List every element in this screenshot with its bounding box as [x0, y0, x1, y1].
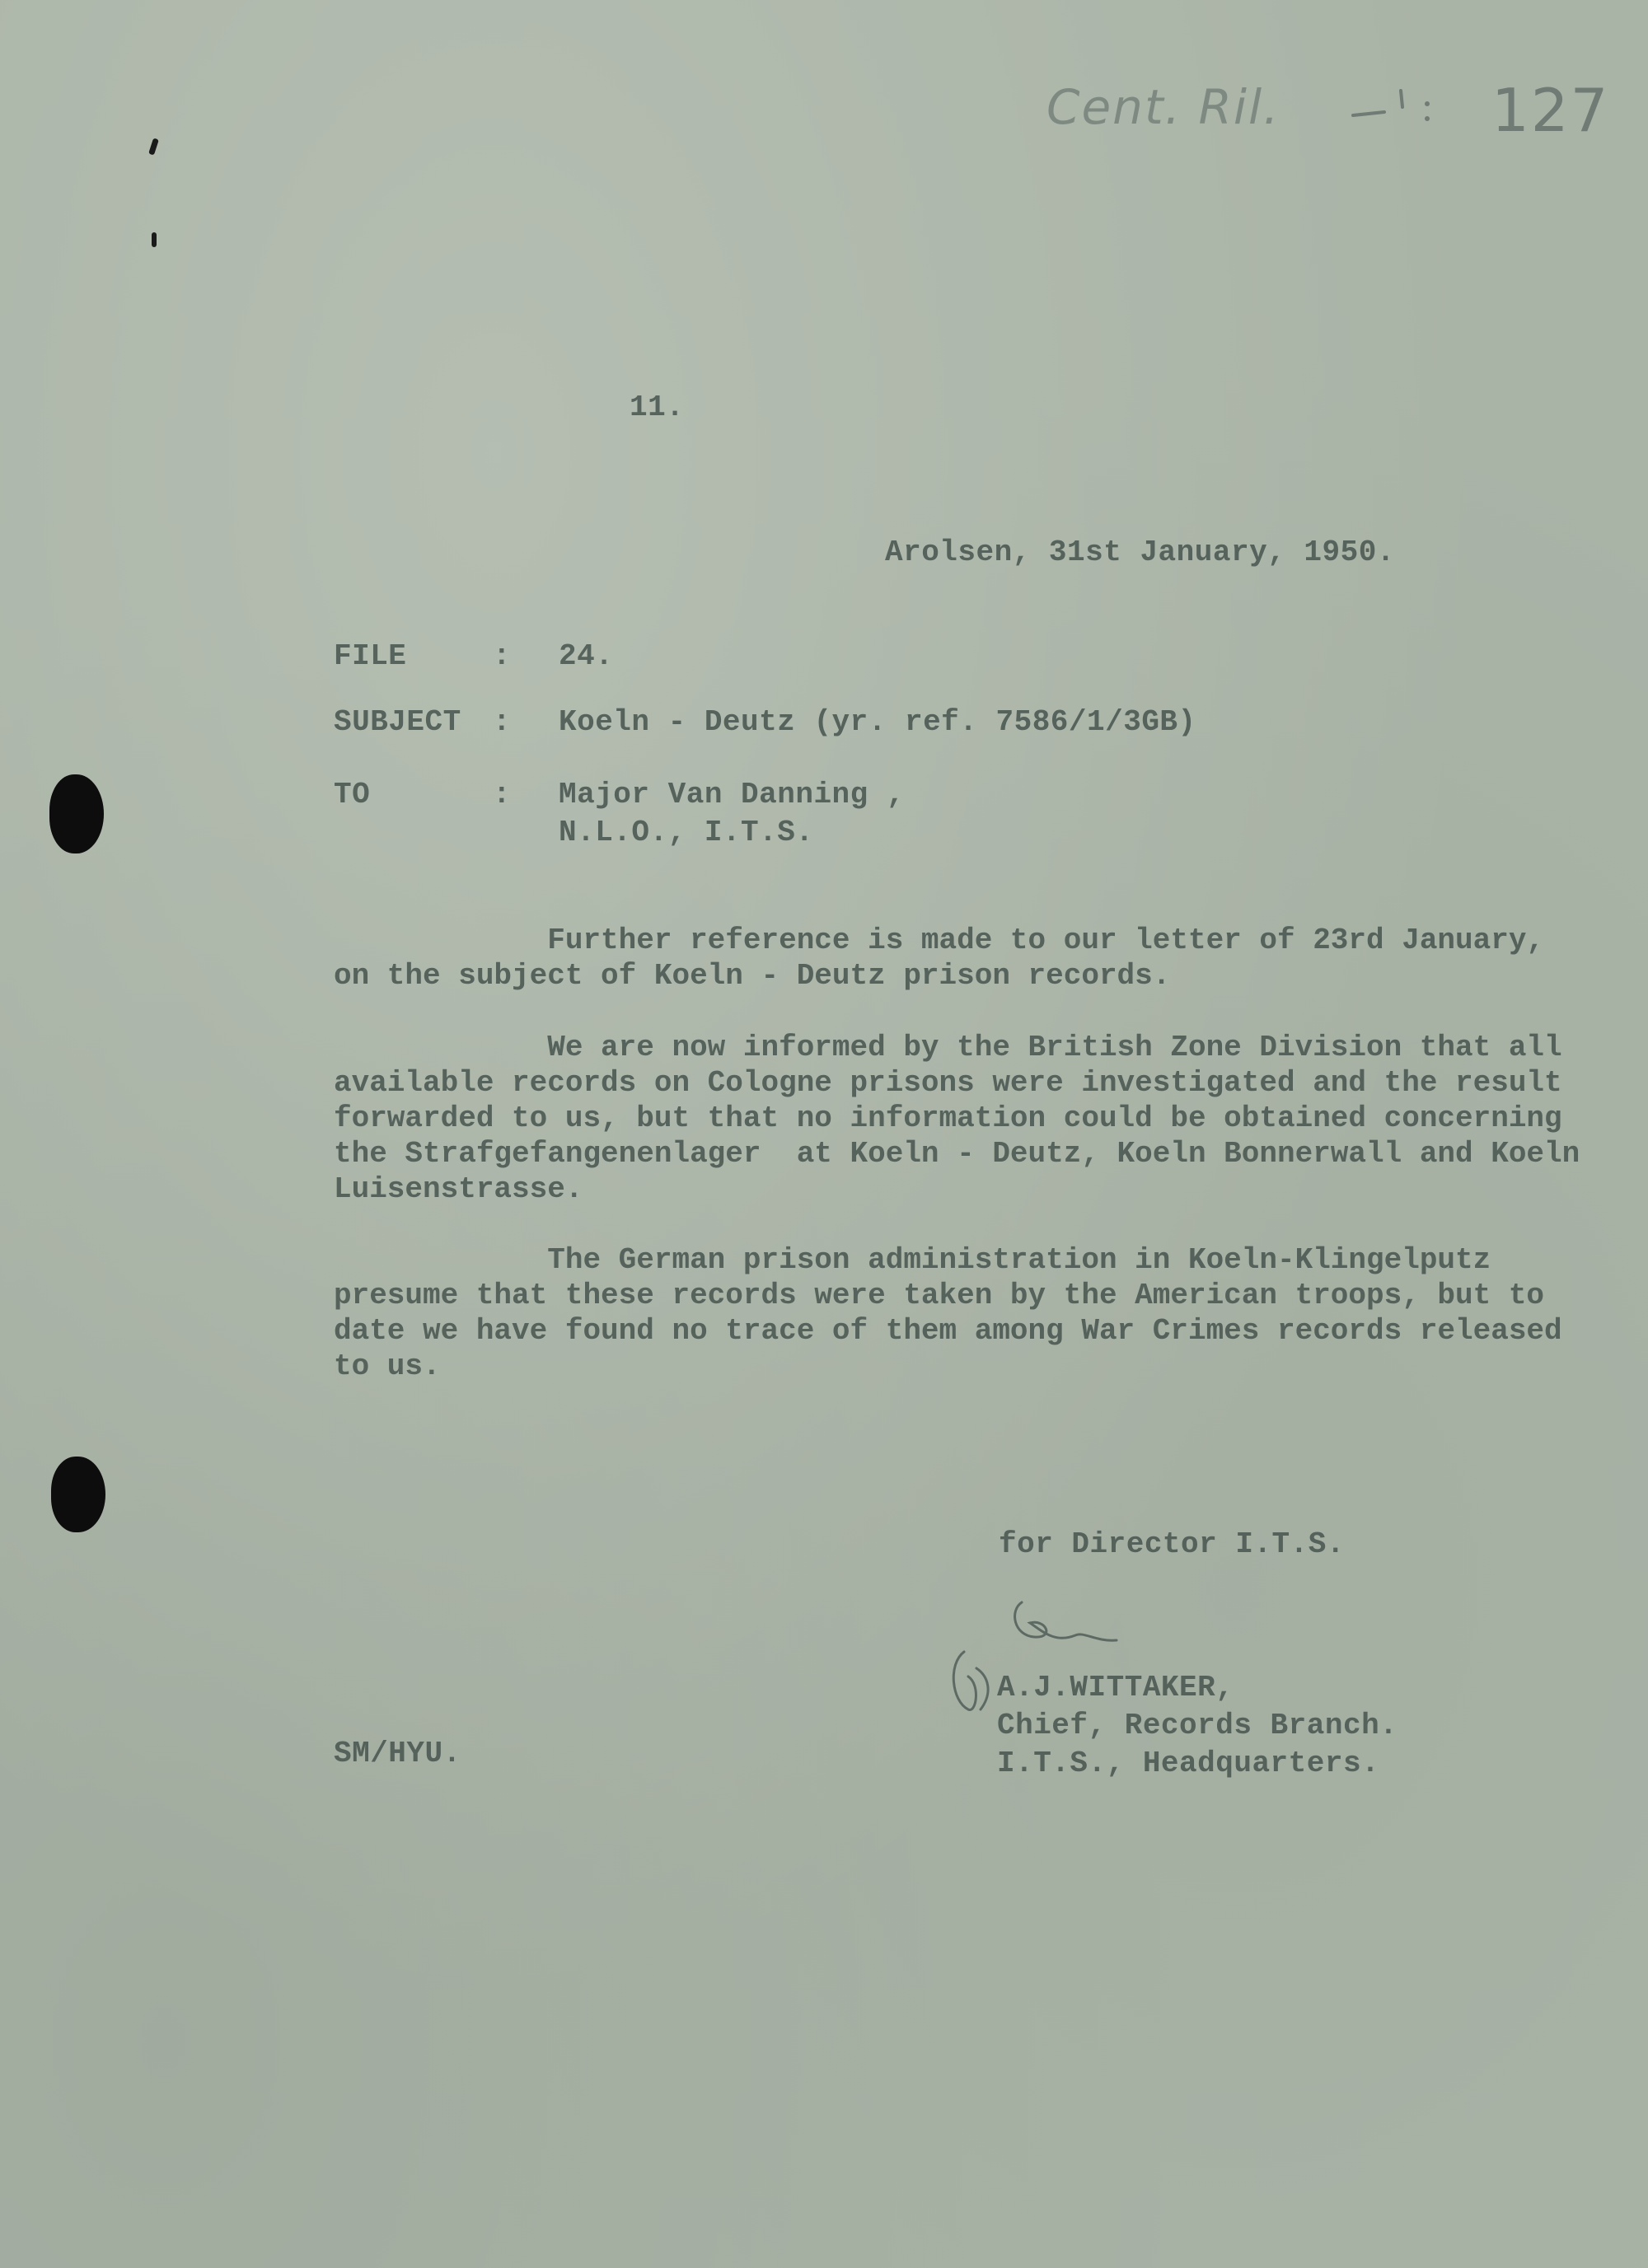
- signatory-title: Chief, Records Branch.: [997, 1709, 1398, 1742]
- paragraph-line: We are now informed by the British Zone Division that all: [334, 1031, 1562, 1064]
- paragraph-line: to us.: [334, 1349, 441, 1383]
- to-recipient-org: N.L.O., I.T.S.: [559, 816, 814, 849]
- reference-initials: SM/HYU.: [334, 1737, 461, 1770]
- handwritten-dash-mark: [1351, 82, 1442, 132]
- paragraph-line: The German prison administration in Koeln-Klingelputz: [334, 1243, 1491, 1277]
- body-paragraph: [334, 1030, 1580, 1207]
- body-paragraph: [334, 1242, 1562, 1384]
- file-separator: :: [493, 639, 512, 673]
- signatory-name: A.J.WITTAKER,: [997, 1671, 1234, 1705]
- file-label: FILE: [334, 639, 407, 673]
- subject-separator: :: [493, 705, 512, 739]
- file-value: 24.: [559, 639, 614, 673]
- to-recipient: Major Van Danning ,: [559, 778, 905, 811]
- subject-label: SUBJECT: [334, 705, 461, 739]
- section-number: 11.: [630, 390, 685, 424]
- to-separator: :: [493, 778, 512, 811]
- paragraph-line: date we have found no trace of them among War Crimes records released: [334, 1314, 1562, 1348]
- paragraph-line: forwarded to us, but that no information could be obtained concerning: [334, 1101, 1562, 1135]
- punch-hole-upper: [49, 774, 104, 853]
- to-label: TO: [334, 778, 371, 811]
- paragraph-line: available records on Cologne prisons were investigated and the result: [334, 1066, 1562, 1100]
- paragraph-line: presume that these records were taken by the American troops, but to: [334, 1279, 1545, 1312]
- handwritten-note: Cent. Ril.: [1046, 79, 1280, 135]
- closing-line: for Director I.T.S.: [999, 1527, 1345, 1561]
- date-line: Arolsen, 31st January, 1950.: [885, 535, 1395, 569]
- subject-value: Koeln - Deutz (yr. ref. 7586/1/3GB): [559, 705, 1196, 739]
- paragraph-line: the Strafgefangenenlager at Koeln - Deutz, Koeln Bonnerwall and Koeln: [334, 1137, 1580, 1171]
- margin-mark-top: [148, 138, 159, 155]
- punch-hole-lower: [51, 1457, 105, 1532]
- page-number: 127: [1491, 76, 1610, 145]
- handwritten-signature: [931, 1586, 1145, 1726]
- paragraph-line: Luisenstrasse.: [334, 1172, 583, 1206]
- signatory-org: I.T.S., Headquarters.: [997, 1747, 1380, 1780]
- margin-mark-small: [152, 232, 157, 247]
- paragraph-line: on the subject of Koeln - Deutz prison records.: [334, 959, 1171, 993]
- paragraph-line: Further reference is made to our letter of 23rd January,: [334, 924, 1545, 957]
- body-paragraph: [334, 923, 1545, 994]
